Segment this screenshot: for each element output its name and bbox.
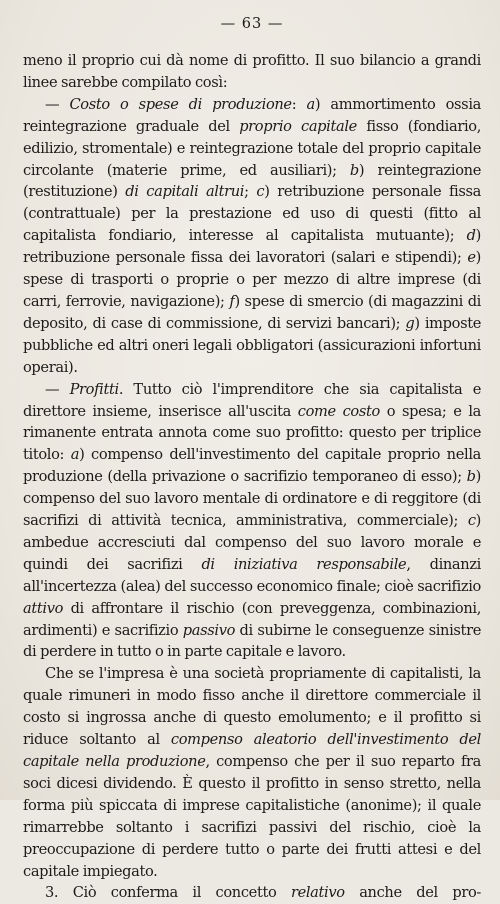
italic-text: Profitti	[69, 380, 119, 398]
text-segment: meno il proprio cui dà nome di profitto. Il suo bilancio a grandi linee sarebbe compilato così:	[23, 52, 481, 91]
text-segment: ) spese di smercio (di magazzini di deposito, di case di commissione, di servizi bancari);	[23, 292, 481, 332]
italic-text: come costo	[297, 402, 380, 420]
italic-text: b	[466, 468, 476, 486]
italic-text: d	[466, 227, 476, 245]
text-segment: ) compenso del suo lavoro mentale di ordinatore e di reggitore (di sacrifizi di attività tecnica, amministrativa, commerciale);	[23, 468, 481, 530]
italic-text: a	[70, 446, 80, 464]
text-segment: anche del pro-	[344, 884, 481, 902]
italic-text: c	[256, 183, 265, 201]
text-segment: ) imposte pubbliche ed altri oneri legali obbligatori (assicurazioni infortuni operai).	[23, 314, 482, 376]
text-segment: —	[45, 380, 70, 398]
text-segment: . Tutto ciò l'imprenditore che sia capitalista e direttore insieme, inserisce all'uscita	[23, 380, 481, 420]
text-segment: ) reintegrazione (restituzione)	[23, 161, 481, 201]
italic-text: e	[467, 249, 476, 267]
text-segment: ) ambedue accresciuti dal compenso del suo lavoro morale e quindi dei sacrifizi	[23, 512, 481, 573]
italic-text: attivo	[23, 599, 64, 617]
paragraph	[23, 882, 481, 904]
italic-text: proprio capitale	[239, 117, 357, 135]
text-segment: di affrontare il rischio (con preveggenza, combinazioni, ardimenti) e sacrifizio	[23, 599, 481, 639]
page-body	[23, 50, 481, 904]
page-number: — 63 —	[220, 16, 284, 32]
italic-text: compenso aleatorio dell'investimento del capitale nella produzione	[23, 731, 482, 770]
paragraph	[23, 379, 481, 664]
italic-text: b	[349, 161, 359, 179]
italic-text: di capitali altrui	[125, 183, 245, 201]
italic-text: di iniziativa responsabile	[201, 555, 407, 573]
paragraph	[23, 663, 481, 882]
text-segment: ) retribuzione personale fissa dei lavoratori (salari e stipendi);	[23, 227, 481, 267]
text-segment: ) spese di trasporti o proprie o per mezzo di altre imprese (di carri, ferrovie, navigazione);	[23, 249, 481, 310]
text-segment: —	[45, 95, 70, 113]
text-segment: 3. Ciò conferma il concetto	[45, 884, 291, 902]
italic-text: f	[229, 292, 235, 310]
italic-text: a	[306, 95, 315, 113]
text-segment: :	[291, 95, 307, 113]
italic-text: c	[467, 512, 476, 530]
text-segment: , dinanzi all'incertezza (alea) del successo economico finale; cioè sacrifizio	[23, 555, 481, 595]
italic-text: passivo	[182, 621, 236, 639]
text-segment: , compenso che per il suo reparto fra soci dicesi dividendo. È questo il profitto in senso stretto, nella forma più spiccata di imprese capitalistiche (anonime); il quale rimarrebbe soltanto i sacrifizi passivi del rischio, cioè la preoccupazione di perdere tutto o parte dei frutti attesi e del capitale impiegato.	[23, 753, 481, 880]
text-segment: di subirne le conseguenze sinistre di perdere in tutto o in parte capitale e lavoro.	[23, 621, 481, 661]
italic-text: relativo	[290, 884, 345, 902]
italic-text: Costo o spese di produzione	[69, 95, 292, 113]
text-segment: ) compenso dell'investimento del capitale proprio nella produzione (della privazione o sacrifizio temporaneo di esso);	[23, 446, 481, 486]
text-segment: ;	[244, 183, 257, 201]
text-segment: Che se l'impresa è una società propriamente di capitalisti, la quale rimuneri in modo fisso anche il direttore commerciale il costo si ingrossa anche di questo emolumento; e il profitto si riduce soltanto al	[23, 665, 481, 749]
text-segment: ) ammortimento ossia reintegrazione graduale del	[23, 95, 481, 135]
text-segment: o spesa; e la rimanente entrata annota come suo profitto: questo per triplice titolo:	[23, 402, 481, 464]
italic-text: g	[405, 314, 415, 332]
paragraph	[23, 50, 481, 94]
paragraph	[23, 94, 481, 379]
text-segment: ) retribuzione personale fissa (contrattuale) per la prestazione ed uso di questi (fitto al capitalista fondiario, interesse al capitalista mutuante);	[23, 183, 481, 245]
text-segment: fisso (fondiario, edilizio, stromentale) e reintegrazione totale del proprio capitale circolante (materie prime, ed ausiliari);	[23, 117, 482, 179]
